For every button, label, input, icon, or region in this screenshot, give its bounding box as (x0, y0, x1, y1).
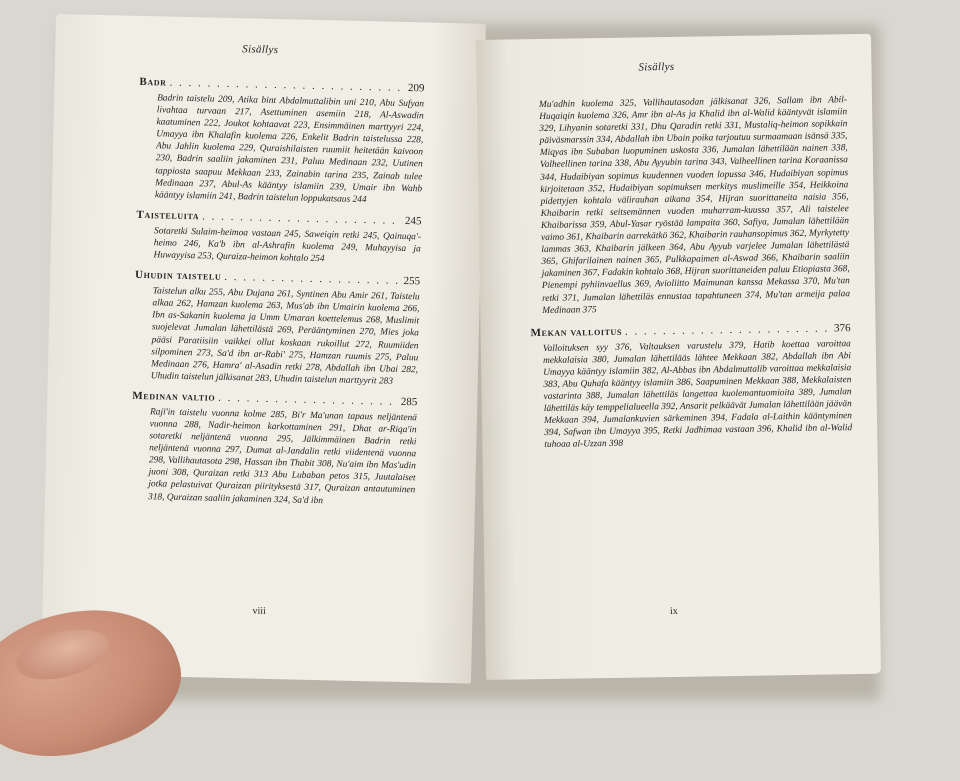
section-entries: Badrin taistelu 209, Atika bint Abdalmuttalibin uni 210, Abu Sufyan livahtaa turvaan 217, Asettuminen asemiin 218, Al-Aswadin kaatuminen 222, Joukot kohtaavat 223, Ensimmäinen marttyyri 224, Umayya ibn Khalafin kuolema 226, Enkelit Badrin taistelussa 228, Abu Jahlin kuolema 229, Quraishilaisten ruumiit heitetään kaivoon 230, Badrin saaliin jakaminen 231, Paluu Medinaan 232, Uutinen tappiosta saapuu Mekkaan 233, Zainabin tarina 235, Zainab tulee Medinaan 237, Abul-As kääntyy islamiin 239, Umair ibn Wahb kääntyy islamiin 241, Badrin taistelun loppukatsaus 244 (154, 93, 425, 205)
leader-dots (218, 392, 398, 408)
right-page (476, 34, 881, 680)
toc-section (135, 209, 421, 268)
section-entries: Valloituksen syy 376, Valtauksen varustelu 379, Hatib koettaa varoittaa mekkalaisia 380, Jumalan lähettilääs lähtee Mekkaan 382, Abdallah ibn Abi Umayya kääntyy islamiin 382, Al-Abbas ibn Abdalmuttalib varoittaa mekkalaisia 383, Abu Quhafa kääntyy islamiin 386, Saapuminen Mekkaan 388, Mekkalaisten vastarinta 388, Jumalan lähettiläs langettaa kuolemantuomioita 389, Jumalan lähettiläs käy temppelialueella 392, Ansarit pelkäävät Jumalan lähettilään jäävän Mekkaan 394, Jumalankuvien särkeminen 394, Fadala al-Laithin kääntyminen 394, Safwan ibn Umayya 395, Retki Jadhimaa vastaan 396, Khalid ibn al-Walid tuhoaa al-Uzzan 398 (542, 338, 853, 451)
running-head-right: Sisällys (638, 60, 675, 74)
leader-dots (169, 77, 405, 94)
toc-section (531, 322, 853, 452)
toc-section-continued (527, 94, 850, 317)
toc-section (130, 390, 417, 509)
section-title: Taisteluita (136, 208, 200, 223)
section-entries: Taistelun alku 255, Abu Dujana 261, Syntinen Abu Amir 261, Taistelu alkaa 262, Hamzan kuolema 263, Mus'ab ibn Umairin kuolema 266, Ibn as-Sakanin kuolema ja Umm Umaran koettelemus 268, Muslimit suojelevat Jumalan lähettilästä 269, Perääntyminen 270, Mies joka pääsi Paratiisiin vaikkei ollut koskaan rukoillut 272, Ruumiiden silpominen 273, Sa'd ibn ar-Rabi' 275, Hamzan ruumis 275, Paluu Medinaan 276, Hamra' al-Asadin retki 278, Abdallah ibn Ubai 282, Uhudin taistelun jälkisanat 283, Uhudin taistelun marttyyrit 283 (150, 286, 420, 387)
toc-section (133, 269, 420, 388)
section-page-number: 285 (400, 395, 418, 409)
section-entries: Rajī'in taistelu vuonna kolme 285, Bi'r Ma'unan tapaus neljäntenä vuonna 288, Nadir-heimon karkottaminen 291, Dhat ar-Riqa'in sotaretki neljäntenä vuonna 295, Jälkimmäinen Badrin retki neljäntenä vuonna 297, Dumat al-Jandalin retki viidentenä vuonna 298, Vallihautasota 298, Hassan ibn Thabit 308, Nu'aim ibn Mas'udin juoni 308, Quraizan retki 313 Abu Lubaban petos 315, Juutalaiset jotka pelastuivat Quraizan piirityksestä 317, Quraizan antautuminen 318, Quraizan saaliin jakaminen 324, Sa'd ibn (147, 407, 418, 506)
toc-section (137, 76, 425, 207)
running-head-left: Sisällys (242, 43, 279, 57)
toc-left (130, 76, 425, 509)
leader-dots (202, 210, 402, 227)
section-entries: Mu'adhin kuolema 325, Vallihautasodan jälkisanat 326, Sallam ibn Abil-Huqaiqin kuolema 326, Amr ibn al-As ja Khalid ibn al-Walid kääntyvät islamiin 329, Lihyanin sotaretki 331, Dhu Qaradin retki 331, Mustaliq-heimon sopikkain päiväsmarssin 334, Abdallah ibn Ubain poika tarjoutuu surmaamaan isänsä 335, Miqyas ibn Subaban luopuminen uskosta 336, Jumalan lähettilään nainen 338, Valheellinen tarina 338, Abu Ayyubin tarina 343, Valheellinen tarina Koraanissa 344, Hudaibiyan sopimus kuudennen vuoden lopussa 346, Hudaibiyan sopimus kirjoitetaan 352, Hudaibiyan sopimuksen merkitys muslimeille 354, Heikkoina pidettyjen kohtalo välirauhan aikana 354, Hijran suorittaneita naisia 356, Khaibarin retki seitsemännen vuoden muharram-kuussa 357, Ali taistelee Khaibarissa 359, Abul-Yasar ryöstää lampaita 360, Safiya, Jumalan lähettilään vaimo 361, Khaibarin aarrekätkö 362, Khaibarin rauhansopimus 362, Myrkytetty lammas 363, Khaibarin jälkeen 364, Abu Ayyub varjelee Jumalan lähettilästä 365, Ghifarilainen nainen 365, Pulkkapaimen al-Aswad 366, Khaibarin saaliin jakaminen 367, Fadakin kohtalo 368, Hijran suorittaneiden paluu Etiopiasta 368, Pienempi pyhiinvaellus 369, Avioliitto Maimunan kanssa Mekassa 370, Mu'tan retki 371, Jumalan lähettiläs ennustaa tapahtuneen 374, Mu'tan armeija palaa Medinaan 375 (538, 95, 851, 316)
section-entries: Sotaretki Sulaim-heimoa vastaan 245, Saweiqin retki 245, Qainuqa'-heimo 246, Ka'b ibn al-Ashrafin kuolema 249, Muhayyisa ja Huwayyisa 253, Quraiza-heimon kohtalo 254 (153, 226, 422, 265)
toc-right (527, 94, 852, 452)
section-page-number: 255 (403, 275, 421, 288)
leader-dots (224, 271, 400, 287)
left-page (41, 14, 486, 684)
leader-dots (625, 322, 831, 337)
section-title: Badr (139, 75, 167, 89)
section-title: Mekan valloitus (530, 325, 623, 339)
section-title: Uhudin taistelu (134, 268, 222, 283)
page-number-left: viii (252, 605, 266, 617)
section-page-number: 245 (404, 214, 422, 228)
section-title: Medinan valtio (132, 389, 216, 404)
section-page-number: 376 (833, 321, 851, 335)
page-number-right: ix (669, 605, 678, 618)
section-page-number: 209 (407, 82, 425, 95)
